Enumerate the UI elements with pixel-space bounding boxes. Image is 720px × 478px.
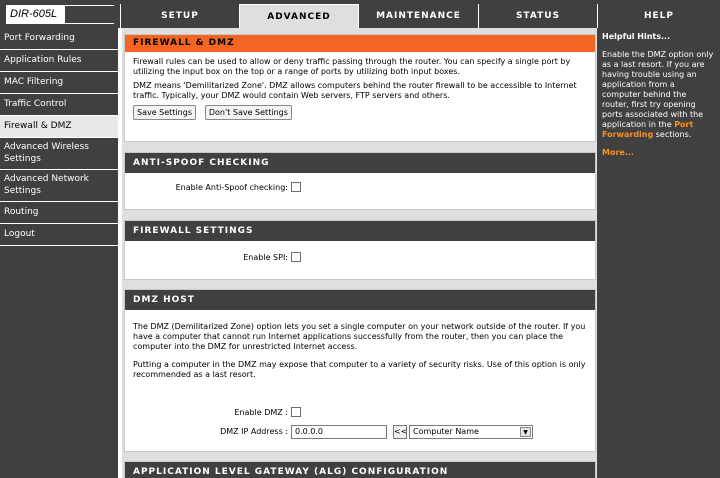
help-text [602,50,715,140]
sidebar-item-port-forwarding[interactable]: Port Forwarding [0,28,118,50]
model-name: DIR-605L [10,8,58,20]
dmz-ip-label: DMZ IP Address : [220,427,288,436]
dmz-description: DMZ means 'Demilitarized Zone'. DMZ allows computers behind the router firewall to be accessible to Internet traffic. Typically, your DMZ would contain Web servers, FTP servers and others. [133,81,577,100]
anti-spoof-checkbox[interactable] [291,182,301,192]
sidebar-item-firewall-dmz[interactable]: Firewall & DMZ [0,116,118,138]
chevron-down-icon: ▼ [520,427,531,437]
sidebar-item-advanced-wireless[interactable]: Advanced Wireless Settings [0,138,118,170]
help-text-2: sections. [655,130,692,139]
sidebar-item-application-rules[interactable]: Application Rules [0,50,118,72]
enable-dmz-checkbox[interactable] [291,407,301,417]
firewall-description: Firewall rules can be used to allow or deny traffic passing through the router. You can specify a single port by utilizing the input box on the top or a range of ports by utilizing both input boxes. [133,57,571,76]
enable-dmz-label: Enable DMZ : [234,408,288,417]
dmz-ip-input[interactable]: 0.0.0.0 [291,425,387,439]
sidebar-item-traffic-control[interactable]: Traffic Control [0,94,118,116]
help-text-1: Enable the DMZ option only as a last resort. If you are having trouble using an application from a computer behind the router, first try opening ports associated with the application in the [602,50,714,129]
tab-maintenance[interactable]: MAINTENANCE [358,4,478,28]
dmz-host-panel [124,289,596,452]
alg-panel [124,461,596,478]
top-navigation [0,0,720,28]
tab-advanced[interactable]: ADVANCED [239,4,358,28]
sidebar-item-mac-filtering[interactable]: MAC Filtering [0,72,118,94]
dmz-host-title: DMZ HOST [125,290,595,310]
sidebar-item-advanced-network[interactable]: Advanced Network Settings [0,170,118,202]
save-settings-button[interactable]: Save Settings [133,105,196,120]
tab-setup[interactable]: SETUP [120,4,239,28]
sidebar-item-routing[interactable]: Routing [0,202,118,224]
anti-spoof-label: Enable Anti-Spoof checking: [175,183,288,192]
firewall-dmz-panel [124,34,596,142]
copy-ip-button[interactable]: << [393,425,407,439]
dmz-risk-warning: Putting a computer in the DMZ may expose that computer to a variety of security risks. Use of this option is only recommended as a last resort. [133,360,586,379]
anti-spoof-title: ANTI-SPOOF CHECKING [125,153,595,173]
computer-name-select[interactable] [409,425,533,439]
dont-save-settings-button[interactable]: Don't Save Settings [205,105,292,120]
tab-status[interactable]: STATUS [478,4,597,28]
spi-label: Enable SPI: [243,253,288,262]
port-forwarding-link[interactable]: Port Forwarding [602,120,694,139]
tab-help[interactable]: HELP [597,4,720,28]
firewall-settings-panel [124,220,596,280]
alg-title: APPLICATION LEVEL GATEWAY (ALG) CONFIGURATION [125,462,595,478]
sidebar-item-logout[interactable]: Logout [0,224,118,246]
dmz-host-description: The DMZ (Demilitarized Zone) option lets you set a single computer on your network outside of the router. If you have a computer that cannot run Internet applications successfully from the router, then you can place the computer into the DMZ for unrestricted Internet access. [133,322,586,351]
more-link[interactable]: More... [602,148,634,157]
spi-checkbox[interactable] [291,252,301,262]
computer-name-value: Computer Name [413,427,479,436]
model-logo [6,5,114,24]
anti-spoof-panel [124,152,596,210]
firewall-settings-title: FIREWALL SETTINGS [125,221,595,241]
logo-slashes [65,6,115,23]
help-title: Helpful Hints... [602,32,671,41]
main-content [122,28,597,478]
panel-title: FIREWALL & DMZ [125,35,595,52]
sidebar [0,28,120,478]
help-panel [597,28,720,478]
